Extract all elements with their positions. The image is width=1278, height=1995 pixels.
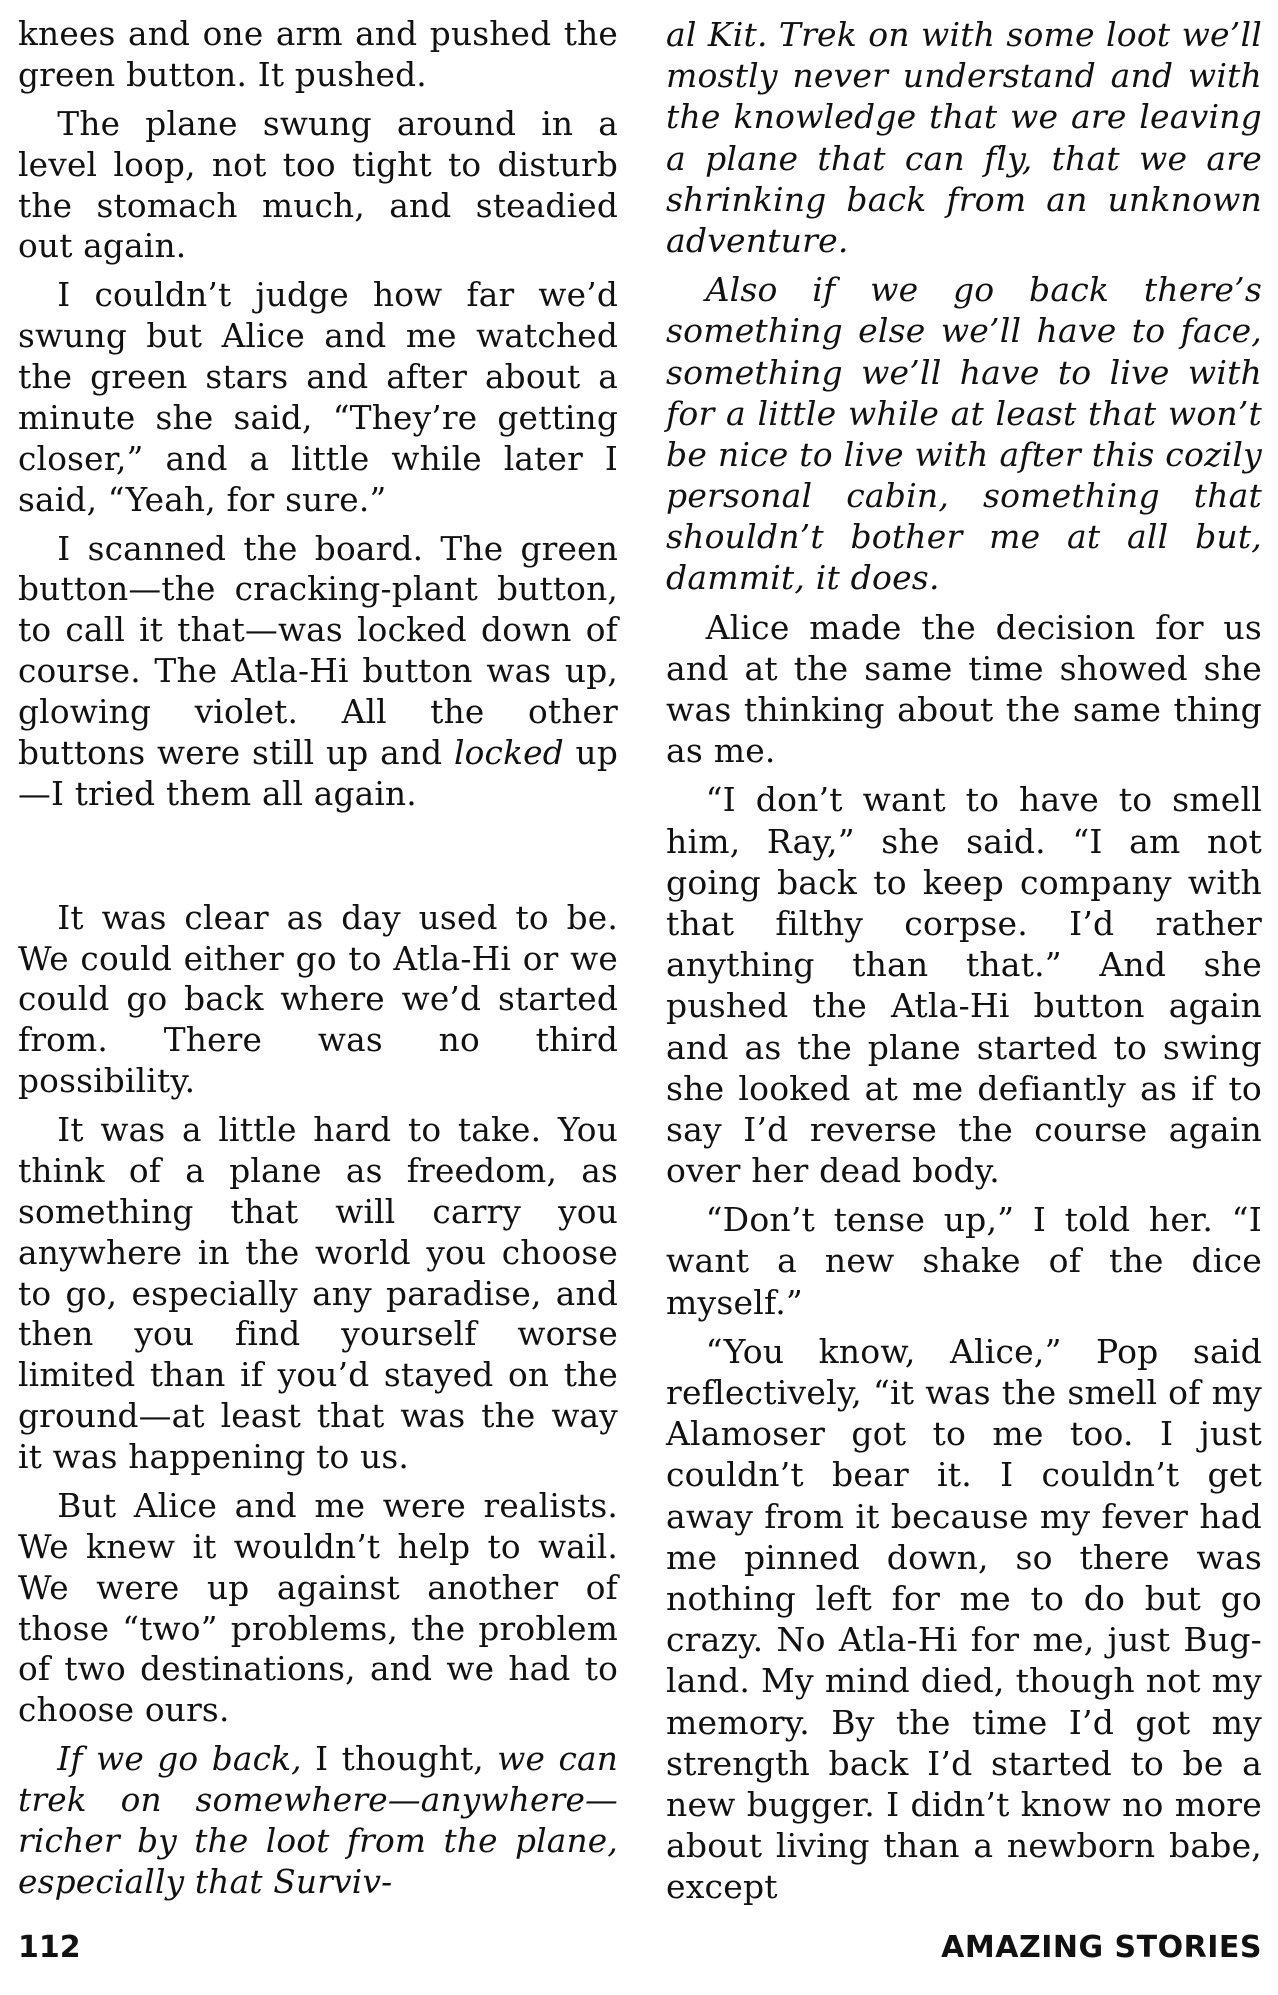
paragraph: “You know, Alice,” Pop said reflectively, “it was the smell of my Alamoser got to me too. I just couldn’t bear it. I couldn’t get away from it because my fever had me pinned down, so there was nothing left for me to do but go crazy. No Atla-Hi for me, just Bug-land. My mind died, though not my memory. By the time I’d got my strength back I’d started to be a new bugger. I didn’t know no more about living than a newborn babe, except: [666, 1331, 1262, 1907]
paragraph: “I don’t want to have to smell him, Ray,” she said. “I am not going back to keep company with that filthy corpse. I’d rather anything than that.” And she pushed the Atla-Hi button again and as the plane started to swing she looked at me defiantly as if to say I’d reverse the course again over her dead body.: [666, 780, 1262, 1191]
running-head: AMAZING STORIES: [941, 1930, 1262, 1965]
paragraph: It was clear as day used to be. We could either go to Atla-Hi or we could go back where we’d started from. There was no third possibility.: [18, 898, 618, 1101]
page-footer: [18, 1930, 1262, 1974]
italic-thought: If we go back,: [57, 1740, 302, 1779]
left-column: [18, 14, 618, 1903]
paragraph: “Don’t tense up,” I told her. “I want a new shake of the dice myself.”: [666, 1200, 1262, 1322]
paragraph: [18, 529, 618, 815]
paragraph: knees and one arm and pushed the green button. It pushed.: [18, 15, 618, 94]
paragraph: al Kit. Trek on with some loot we’ll mostly never understand and with the knowledge that we are leaving a plane that can fly, that we are shrinking back from an unknown adventure.: [666, 15, 1262, 260]
right-column: [666, 14, 1262, 1907]
italic-emphasis: locked: [453, 733, 564, 772]
paragraph: Alice made the decision for us and at the same time showed she was thinking about the same thing as me.: [666, 607, 1262, 771]
paragraph: The plane swung around in a level loop, not too tight to disturb the stomach much, and steadied out again.: [18, 104, 618, 266]
paragraph-text: I scanned the board. The green button—the cracking-plant button, to call it that—was locked down of course. The Atla-Hi button was up, glowing violet. All the other buttons were still up and: [18, 529, 618, 772]
paragraph-text: up—I tried them all again.: [18, 733, 618, 813]
paragraph: It was a little hard to take. You think of a plane as freedom, as something that will carry you anywhere in the world you choose to go, especially any paradise, and then you find yourself worse limited than if you’d stayed on the ground—at least that was the way it was happening to us.: [18, 1111, 618, 1476]
paragraph-text: I thought,: [301, 1740, 498, 1779]
paragraph: [18, 1739, 618, 1903]
paragraph: But Alice and me were realists. We knew it wouldn’t help to wail. We were up against another of those “two” problems, the problem of two destinations, and we had to choose ours.: [18, 1486, 618, 1730]
italic-thought: we can trek on somewhere—anywhere—richer by the loot from the plane, especially that Surviv-: [18, 1740, 619, 1901]
page-number: 112: [18, 1930, 81, 1965]
paragraph: Also if we go back there’s something else we’ll have to face, something we’ll have to live with for a little while at least that won’t be nice to live with after this cozily personal cabin, something that shouldn’t bother me at all but, dammit, it does.: [666, 270, 1262, 598]
paragraph: I couldn’t judge how far we’d swung but Alice and me watched the green stars and after about a minute she said, “They’re getting closer,” and a little while later I said, “Yeah, for sure.”: [18, 276, 618, 519]
